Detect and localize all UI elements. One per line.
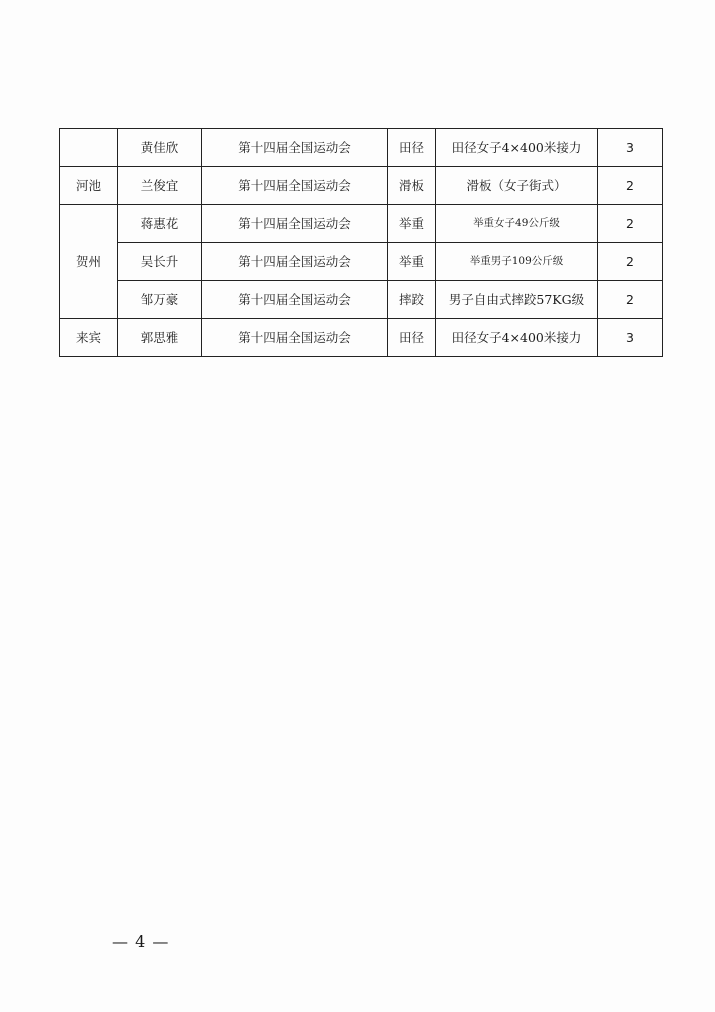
event-cell: 举重女子49公斤级 — [436, 205, 598, 243]
athlete-name-cell: 兰俊宜 — [118, 167, 202, 205]
sport-cell: 举重 — [388, 243, 436, 281]
table-row — [60, 129, 663, 167]
table-row — [60, 281, 663, 319]
results-table — [59, 128, 663, 357]
table-row — [60, 243, 663, 281]
rank-cell: 2 — [598, 167, 663, 205]
event-cell: 男子自由式摔跤57KG级 — [436, 281, 598, 319]
games-cell: 第十四届全国运动会 — [202, 281, 388, 319]
athlete-name-cell: 郭思雅 — [118, 319, 202, 357]
event-cell: 田径女子4×400米接力 — [436, 319, 598, 357]
sport-cell: 田径 — [388, 319, 436, 357]
city-cell — [60, 129, 118, 167]
rank-cell: 3 — [598, 129, 663, 167]
page-number: — 4 — — [112, 932, 170, 951]
city-cell: 来宾 — [60, 319, 118, 357]
games-cell: 第十四届全国运动会 — [202, 205, 388, 243]
table-row — [60, 167, 663, 205]
sport-cell: 举重 — [388, 205, 436, 243]
event-cell: 田径女子4×400米接力 — [436, 129, 598, 167]
city-cell: 河池 — [60, 167, 118, 205]
rank-cell: 2 — [598, 243, 663, 281]
rank-cell: 2 — [598, 281, 663, 319]
city-cell: 贺州 — [60, 205, 118, 319]
athlete-name-cell: 黄佳欣 — [118, 129, 202, 167]
table-row — [60, 319, 663, 357]
sport-cell: 田径 — [388, 129, 436, 167]
event-cell: 举重男子109公斤级 — [436, 243, 598, 281]
athlete-name-cell: 吴长升 — [118, 243, 202, 281]
games-cell: 第十四届全国运动会 — [202, 319, 388, 357]
event-cell: 滑板（女子街式） — [436, 167, 598, 205]
games-cell: 第十四届全国运动会 — [202, 243, 388, 281]
games-cell: 第十四届全国运动会 — [202, 167, 388, 205]
athlete-name-cell: 蒋惠花 — [118, 205, 202, 243]
games-cell: 第十四届全国运动会 — [202, 129, 388, 167]
table-row — [60, 205, 663, 243]
sport-cell: 滑板 — [388, 167, 436, 205]
rank-cell: 2 — [598, 205, 663, 243]
sport-cell: 摔跤 — [388, 281, 436, 319]
athlete-name-cell: 邹万豪 — [118, 281, 202, 319]
rank-cell: 3 — [598, 319, 663, 357]
